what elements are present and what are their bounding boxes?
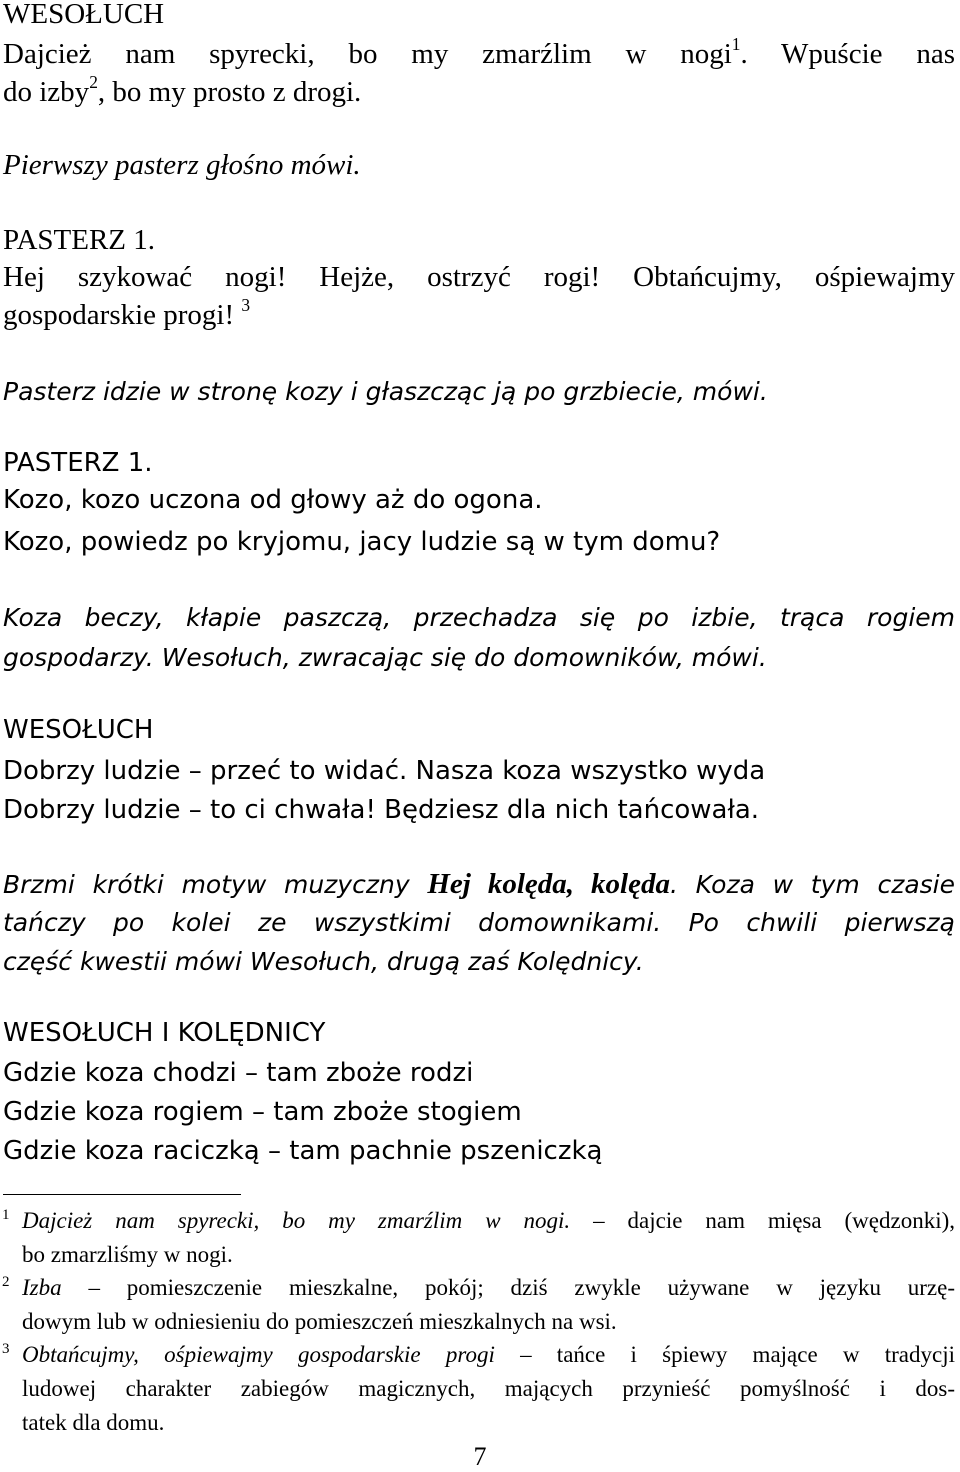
song-title: Hej kolęda, kolęda [427, 868, 670, 900]
footnote-number: 3 [2, 1341, 10, 1357]
dialogue-line: Gdzie koza raciczką – tam pachnie pszeniczką [3, 1136, 603, 1166]
dialogue-line: gospodarskie progi! $^3$ [3, 295, 251, 331]
footnote: 2 Izba – pomieszczenie mieszkalne, pokój; dziś zwykle używane w języku urzę- dowym lub w odniesieniu do pomieszczeń mieszkalnych na wsi. [0, 1271, 955, 1339]
dialogue-line: Dobrzy ludzie – przeć to widać. Nasza koza wszystko wyda [3, 756, 766, 786]
footnote-term: Dajcież nam spyrecki, bo my zmarźlim w nogi. [22, 1208, 571, 1233]
footnote-number: 2 [2, 1274, 10, 1290]
footnote-separator [3, 1194, 241, 1195]
footnote-term: Obtańcujmy, ośpiewajmy gospodarskie progi [22, 1342, 495, 1367]
dialogue-line: do izby$^2$, bo my prosto z drogi. [3, 72, 362, 108]
speaker-label: PASTERZ 1. [3, 448, 153, 478]
speaker-label: PASTERZ 1. [3, 224, 156, 256]
footnote-ref: 1 [731, 34, 741, 55]
footnote-number: 1 [2, 1207, 10, 1223]
dialogue-line: Hej szykować nogi! Hejże, ostrzyć rogi! Obtańcujmy, ośpiewajmy [3, 261, 955, 293]
dialogue-line: Dobrzy ludzie – to ci chwała! Będziesz dla nich tańcowała. [3, 795, 760, 825]
footnote: 1 Dajcież nam spyrecki, bo my zmarźlim w nogi. – dajcie nam mięsa (wędzonki), bo zmarzliśmy w nogi. [0, 1204, 955, 1272]
dialogue-line: Kozo, powiedz po kryjomu, jacy ludzie są w tym domu? [3, 527, 721, 557]
footnote: 3 Obtańcujmy, ośpiewajmy gospodarskie progi – tańce i śpiewy mające w tradycji ludowej charakter zabiegów magicznych, mających przynieść pomyślność i dos- tatek dla domu. [0, 1338, 955, 1440]
footnote-term: Izba [22, 1275, 62, 1300]
dialogue-line: Kozo, kozo uczona od głowy aż do ogona. [3, 485, 543, 515]
dialogue-line: Gdzie koza chodzi – tam zboże rodzi [3, 1058, 474, 1088]
footnote-ref: 3 [241, 295, 251, 316]
stage-direction: Pasterz idzie w stronę kozy i głaszcząc ją po grzbiecie, mówi. [3, 377, 768, 406]
stage-direction: Pierwszy pasterz głośno mówi. [3, 149, 361, 181]
stage-direction: część kwestii mówi Wesołuch, drugą zaś Kolędnicy. [3, 947, 644, 976]
stage-direction: Koza beczy, kłapie paszczą, przechadza się po izbie, trąca rogiem [3, 603, 955, 632]
page-number: 7 [473, 1442, 487, 1471]
dialogue-line: Dajcież nam spyrecki, bo my zmarźlim w nogi$^1$. Wpuście nas [3, 34, 955, 70]
stage-direction: Brzmi krótki motyw muzyczny Hej kolęda, kolęda. Koza w tym czasie [3, 868, 956, 900]
stage-direction: tańczy po kolei ze wszystkimi domownikami. Po chwili pierwszą [3, 908, 955, 937]
speaker-label: WESOŁUCH [3, 0, 165, 30]
footnote-ref: 2 [89, 72, 98, 93]
speaker-label: WESOŁUCH I KOLĘDNICY [3, 1018, 326, 1048]
stage-direction: gospodarzy. Wesołuch, zwracając się do domowników, mówi. [3, 643, 767, 672]
speaker-label: WESOŁUCH [3, 715, 154, 745]
dialogue-line: Gdzie koza rogiem – tam zboże stogiem [3, 1097, 522, 1127]
